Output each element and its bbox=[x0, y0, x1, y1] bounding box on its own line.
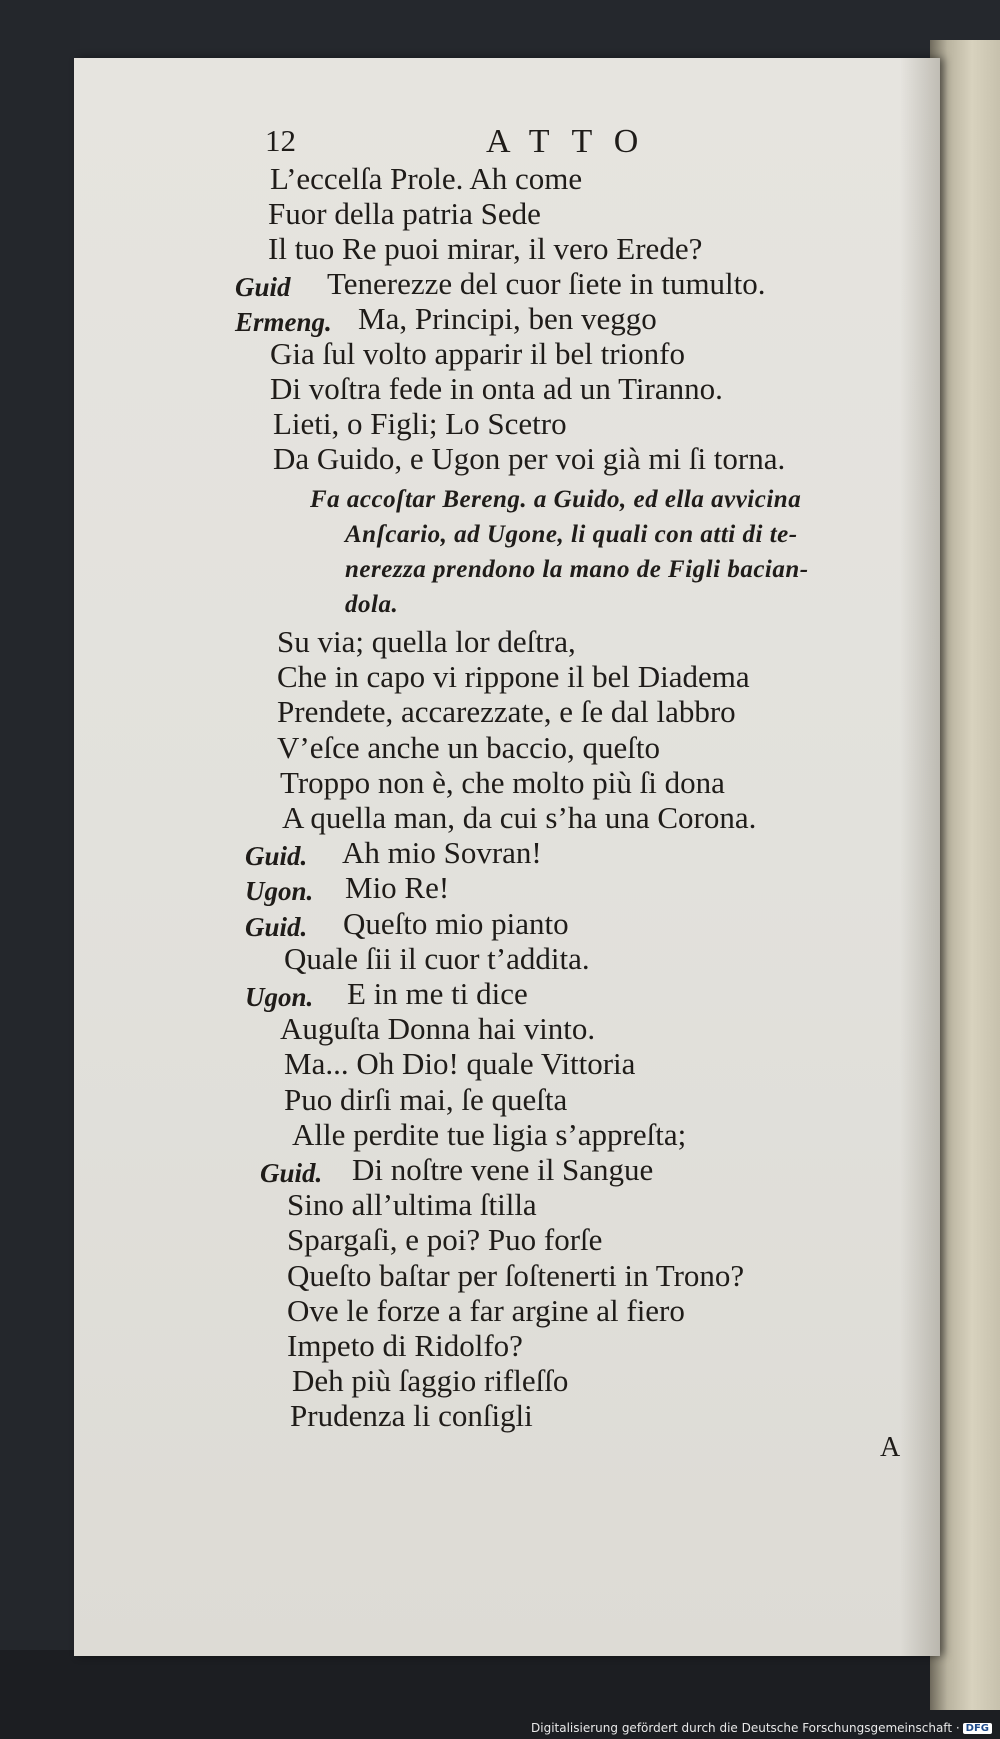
speaker-label: Ugon. bbox=[245, 982, 314, 1012]
verse-line: Il tuo Re puoi mirar, il vero Erede? bbox=[268, 231, 703, 266]
verse-line: Gia ſul volto apparir il bel trionfo bbox=[270, 336, 685, 371]
verse-line: A quella man, da cui s’ha una Corona. bbox=[282, 800, 757, 835]
stage-direction-line: nerezza prendono la mano de Figli bacian- bbox=[345, 556, 809, 583]
credit-text: Digitalisierung gefördert durch die Deutsche Forschungsgemeinschaft · bbox=[531, 1721, 960, 1735]
running-title: ATTO bbox=[486, 123, 661, 160]
speaker-label: Ermeng. bbox=[235, 307, 332, 337]
speaker-label: Guid. bbox=[245, 841, 308, 872]
verse-line: Deh più ſaggio rifleſſo bbox=[292, 1363, 569, 1399]
scan-background-left bbox=[0, 0, 80, 1739]
verse-line: Puo dirſi mai, ſe queſta bbox=[284, 1081, 568, 1117]
page-shading bbox=[900, 58, 940, 1656]
verse-line: Mio Re! bbox=[345, 870, 450, 906]
speaker-label: Ugon. bbox=[245, 876, 314, 907]
verse-line: Su via; quella lor deſtra, bbox=[277, 624, 576, 659]
verse-line: Di noſtre vene il Sangue bbox=[352, 1152, 654, 1187]
stage-direction-line: Anſcario, ad Ugone, li quali con atti di te- bbox=[345, 521, 798, 548]
verse-line: Queſto baſtar per ſoſtenerti in Trono? bbox=[287, 1257, 745, 1293]
verse-line: Ma... Oh Dio! quale Vittoria bbox=[284, 1046, 636, 1082]
digitization-credit bbox=[531, 1721, 992, 1735]
verse-line: Alle perdite tue ligia s’appreſta; bbox=[292, 1116, 687, 1152]
verse-line: Da Guido, e Ugon per voi già mi ſi torna. bbox=[273, 441, 786, 476]
speaker-label: Guid. bbox=[260, 1158, 323, 1188]
verse-line: Prudenza li conſigli bbox=[290, 1398, 533, 1434]
verse-line: Queſto mio pianto bbox=[343, 905, 569, 941]
verse-line: Sino all’ultima ſtilla bbox=[287, 1187, 537, 1223]
verse-line: Ah mio Sovran! bbox=[342, 835, 542, 871]
verse-line: Ove le forze a far argine al fiero bbox=[287, 1292, 685, 1328]
catchword: A bbox=[880, 1432, 901, 1463]
verse-line: Che in capo vi rippone il bel Diadema bbox=[277, 659, 750, 695]
verse-line: Ma, Principi, ben veggo bbox=[358, 301, 657, 336]
verse-line: Di voſtra fede in onta ad un Tiranno. bbox=[270, 371, 723, 406]
verse-line: Troppo non è, che molto più ſi dona bbox=[280, 764, 725, 800]
verse-line: Impeto di Ridolfo? bbox=[287, 1328, 523, 1363]
adjacent-page-edge bbox=[930, 40, 1000, 1710]
verse-line: Quale ſii il cuor t’addita. bbox=[284, 940, 590, 976]
verse-line: Prendete, accarezzate, e ſe dal labbro bbox=[277, 694, 736, 730]
verse-line: L’eccelſa Prole. Ah come bbox=[270, 161, 583, 196]
verse-line: Auguſta Donna hai vinto. bbox=[280, 1011, 596, 1047]
verse-line: Spargaſi, e poi? Puo forſe bbox=[287, 1222, 603, 1258]
verse-line: Tenerezze del cuor ſiete in tumulto. bbox=[327, 266, 766, 301]
verse-line: Fuor della patria Sede bbox=[268, 196, 541, 231]
verse-line: Lieti, o Figli; Lo Scetro bbox=[273, 406, 567, 441]
speaker-label: Guid bbox=[235, 272, 291, 302]
scan-background-top bbox=[0, 0, 1000, 60]
verse-line: V’eſce anche un baccio, queſto bbox=[277, 729, 661, 765]
page-number: 12 bbox=[265, 123, 296, 158]
speaker-label: Guid. bbox=[245, 911, 308, 942]
dfg-logo-icon: DFG bbox=[963, 1723, 992, 1734]
verse-line: E in me ti dice bbox=[347, 976, 528, 1011]
stage-direction-line: Fa accoſtar Bereng. a Guido, ed ella avvicina bbox=[310, 486, 802, 513]
stage-direction-line: dola. bbox=[345, 591, 399, 618]
